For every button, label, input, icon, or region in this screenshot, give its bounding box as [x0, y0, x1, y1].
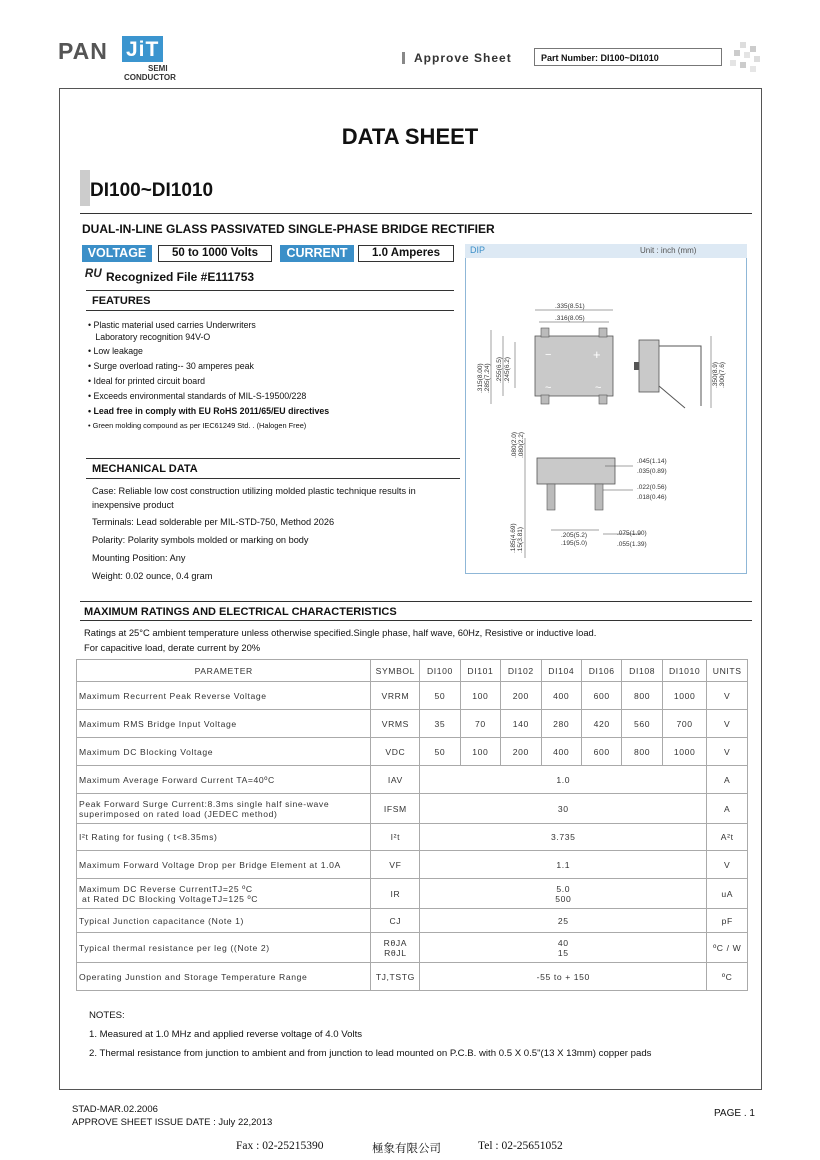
- dim-label: .350(8.9): [712, 361, 719, 388]
- mechanical-item: Polarity: Polarity symbols molded or marking on body: [92, 535, 309, 545]
- table-header: SYMBOL: [371, 660, 420, 682]
- current-label: CURRENT: [280, 245, 354, 262]
- issue-date: APPROVE SHEET ISSUE DATE : July 22,2013: [72, 1117, 273, 1128]
- feature-item: • Ideal for printed circuit board: [88, 376, 206, 386]
- table-cell: ºC / W: [707, 933, 748, 963]
- table-cell: Maximum Forward Voltage Drop per Bridge Element at 1.0A: [77, 851, 371, 879]
- divider: [86, 478, 460, 479]
- current-value: 1.0 Amperes: [358, 245, 454, 262]
- table-cell: TJ,TSTG: [371, 963, 420, 991]
- feature-item: • Lead free in comply with EU RoHS 2011/65/EU directives: [88, 406, 330, 416]
- ratings-note: For capacitive load, derate current by 20%: [84, 642, 261, 653]
- table-cell: V: [707, 738, 748, 766]
- value-line: 15: [557, 947, 569, 958]
- table-cell: 70: [460, 710, 500, 738]
- table-cell: 50: [420, 682, 460, 710]
- table-cell: V: [707, 710, 748, 738]
- unit-label: Unit : inch (mm): [640, 246, 697, 255]
- table-cell: ºC: [707, 963, 748, 991]
- table-cell: VF: [371, 851, 420, 879]
- ac-mark: ~: [595, 382, 602, 394]
- dim-label: .195(5.0): [561, 540, 588, 547]
- table-header: DI100: [420, 660, 460, 682]
- feature-item: • Low leakage: [88, 346, 143, 356]
- table-row: [77, 963, 748, 991]
- table-cell: 1000: [662, 738, 707, 766]
- divider: [80, 601, 752, 602]
- table-cell: [77, 879, 371, 909]
- checker-decoration-icon: [730, 42, 760, 74]
- table-cell: VRMS: [371, 710, 420, 738]
- table-header-row: [77, 660, 748, 682]
- table-row: [77, 824, 748, 851]
- divider: [80, 620, 752, 621]
- param-line: superimposed on rated load (JEDEC method): [79, 808, 278, 819]
- plus-mark: +: [593, 347, 601, 362]
- table-cell: 50: [420, 738, 460, 766]
- tel-number: Tel : 02-25651052: [478, 1140, 563, 1152]
- table-cell: VDC: [371, 738, 420, 766]
- table-cell: 400: [541, 682, 581, 710]
- table-cell: 800: [622, 682, 662, 710]
- table-header: DI106: [581, 660, 621, 682]
- table-row: [77, 738, 748, 766]
- dim-label: .335(8.51): [555, 303, 585, 310]
- table-cell: 3.735: [420, 824, 707, 851]
- table-cell: 800: [622, 738, 662, 766]
- dim-label: .080(2.2): [518, 431, 525, 458]
- table-cell: 200: [501, 738, 541, 766]
- part-title: DI100~DI1010: [90, 180, 214, 201]
- logo-jit-text: JiT: [122, 36, 163, 62]
- feature-item: • Surge overload rating-- 30 amperes peak: [88, 361, 254, 371]
- feature-item: • Green molding compound as per IEC61249 Std. . (Halogen Free): [88, 421, 307, 430]
- table-header: DI101: [460, 660, 500, 682]
- table-header: UNITS: [707, 660, 748, 682]
- mechanical-item: inexpensive product: [92, 500, 174, 510]
- param-line: at Rated DC Blocking VoltageTJ=125 ºC: [79, 893, 259, 904]
- dim-label: .035(0.89): [637, 468, 667, 475]
- dim-label: .080(2.0): [511, 431, 518, 458]
- logo-pan-text: PAN: [58, 38, 108, 64]
- table-cell: Maximum Recurrent Peak Reverse Voltage: [77, 682, 371, 710]
- table-cell: -55 to + 150: [420, 963, 707, 991]
- divider: [86, 310, 454, 311]
- notes-title: NOTES:: [89, 1010, 125, 1021]
- dim-label: .185(4.69): [510, 523, 517, 553]
- recognized-file: Recognized File #E111753: [106, 270, 255, 284]
- voltage-value: 50 to 1000 Volts: [158, 245, 272, 262]
- dim-label: .315(8.00): [477, 363, 484, 393]
- part-number-box: Part Number: DI100~DI1010: [534, 48, 722, 66]
- divider: [86, 458, 460, 459]
- divider: [80, 213, 752, 214]
- logo-conductor-text: CONDUCTOR: [124, 73, 176, 82]
- table-cell: IR: [371, 879, 420, 909]
- product-subtitle: DUAL-IN-LINE GLASS PASSIVATED SINGLE-PHASE BRIDGE RECTIFIER: [82, 222, 495, 236]
- table-cell: Maximum Average Forward Current TA=40ºC: [77, 766, 371, 794]
- dim-label: .255(6.5): [496, 356, 503, 383]
- table-row: [77, 879, 748, 909]
- table-cell: 30: [420, 794, 707, 824]
- max-ratings-title: MAXIMUM RATINGS AND ELECTRICAL CHARACTERISTICS: [84, 606, 397, 618]
- table-cell: I²t Rating for fusing ( t<8.35ms): [77, 824, 371, 851]
- value-line: 5.0: [556, 883, 571, 894]
- table-cell: pF: [707, 909, 748, 933]
- table-row: [77, 851, 748, 879]
- table-cell: [420, 879, 707, 909]
- dip-drawing: [465, 258, 747, 574]
- table-row: [77, 766, 748, 794]
- table-cell: V: [707, 682, 748, 710]
- value-line: 40: [557, 937, 569, 948]
- table-cell: 280: [541, 710, 581, 738]
- dim-label: .300(7.6): [719, 361, 726, 388]
- dim-label: .018(0.46): [637, 494, 667, 501]
- feature-item: • Plastic material used carries Underwriters: [88, 320, 256, 330]
- table-header: DI104: [541, 660, 581, 682]
- table-cell: 560: [622, 710, 662, 738]
- table-cell: 400: [541, 738, 581, 766]
- table-header: DI1010: [662, 660, 707, 682]
- table-header: DI102: [501, 660, 541, 682]
- table-cell: uA: [707, 879, 748, 909]
- table-cell: Maximum RMS Bridge Input Voltage: [77, 710, 371, 738]
- dim-label: .316(8.05): [555, 315, 585, 322]
- voltage-label: VOLTAGE: [82, 245, 152, 262]
- table-cell: [77, 794, 371, 824]
- dip-header-bar: [465, 244, 747, 258]
- feature-item: Laboratory recognition 94V-O: [88, 332, 211, 342]
- dim-label: .205(5.2): [561, 532, 588, 539]
- table-cell: I²t: [371, 824, 420, 851]
- table-row: [77, 933, 748, 963]
- table-cell: 200: [501, 682, 541, 710]
- table-cell: 1000: [662, 682, 707, 710]
- mechanical-item: Mounting Position: Any: [92, 553, 186, 563]
- table-cell: 600: [581, 682, 621, 710]
- table-row: [77, 710, 748, 738]
- dim-label: .022(0.56): [637, 484, 667, 491]
- ratings-note: Ratings at 25°C ambient temperature unless otherwise specified.Single phase, half wave, 60Hz, Resistive or inductive load.: [84, 627, 597, 638]
- document-title: DATA SHEET: [341, 124, 479, 149]
- features-title: FEATURES: [92, 295, 151, 307]
- table-cell: IAV: [371, 766, 420, 794]
- table-cell: CJ: [371, 909, 420, 933]
- table-cell: 35: [420, 710, 460, 738]
- table-cell: Maximum DC Blocking Voltage: [77, 738, 371, 766]
- table-row: [77, 794, 748, 824]
- approve-bar-icon: [402, 52, 405, 64]
- symbol-line: RθJL: [384, 947, 407, 958]
- company-name: 極象有限公司: [372, 1143, 441, 1155]
- stad-code: STAD-MAR.02.2006: [72, 1104, 158, 1115]
- dim-label: .285(7.24): [484, 363, 491, 393]
- table-header: PARAMETER: [77, 660, 371, 682]
- table-cell: 600: [581, 738, 621, 766]
- minus-mark: −: [545, 349, 552, 361]
- table-cell: 1.0: [420, 766, 707, 794]
- value-line: 500: [555, 893, 572, 904]
- table-cell: [420, 933, 707, 963]
- dim-label: .075(1.90): [617, 530, 647, 537]
- table-cell: 140: [501, 710, 541, 738]
- note-item: 2. Thermal resistance from junction to ambient and from junction to lead mounted on P.C.B. with 0.5 X 0.5"(13 X 13mm) copper pads: [89, 1048, 652, 1059]
- ac-mark: ~: [545, 382, 552, 394]
- table-cell: 420: [581, 710, 621, 738]
- table-header: DI108: [622, 660, 662, 682]
- note-item: 1. Measured at 1.0 MHz and applied reverse voltage of 4.0 Volts: [89, 1029, 363, 1040]
- page-number: PAGE . 1: [714, 1108, 755, 1119]
- table-cell: 25: [420, 909, 707, 933]
- mechanical-item: Terminals: Lead solderable per MIL-STD-750, Method 2026: [92, 517, 335, 527]
- table-cell: 700: [662, 710, 707, 738]
- table-cell: 100: [460, 738, 500, 766]
- dim-label: .15(3.81): [517, 526, 524, 553]
- table-cell: V: [707, 851, 748, 879]
- table-cell: 100: [460, 682, 500, 710]
- table-cell: 1.1: [420, 851, 707, 879]
- mechanical-item: Weight: 0.02 ounce, 0.4 gram: [92, 571, 213, 581]
- table-cell: VRRM: [371, 682, 420, 710]
- ratings-table: [76, 659, 748, 991]
- mechanical-item: Case: Reliable low cost construction utilizing molded plastic technique results in: [92, 486, 416, 496]
- table-cell: A: [707, 794, 748, 824]
- table-cell: Typical thermal resistance per leg ((Note 2): [77, 933, 371, 963]
- dip-label: DIP: [470, 245, 486, 255]
- fax-number: Fax : 02-25215390: [236, 1140, 324, 1152]
- table-cell: IFSM: [371, 794, 420, 824]
- part-title-tab: [80, 170, 90, 206]
- table-cell: A²t: [707, 824, 748, 851]
- logo-semi-text: SEMI: [148, 64, 168, 73]
- approve-sheet-label: Approve Sheet: [414, 51, 512, 65]
- table-row: [77, 909, 748, 933]
- param-line: Maximum DC Reverse CurrentTJ=25 ºC: [79, 883, 253, 894]
- divider: [86, 290, 454, 291]
- dim-label: .045(1.14): [637, 458, 667, 465]
- table-cell: Typical Junction capacitance (Note 1): [77, 909, 371, 933]
- table-cell: Operating Junstion and Storage Temperature Range: [77, 963, 371, 991]
- param-line: Peak Forward Surge Current:8.3ms single half sine-wave: [79, 798, 330, 809]
- table-row: [77, 682, 748, 710]
- feature-item: • Exceeds environmental standards of MIL-S-19500/228: [88, 391, 307, 401]
- dim-label: .055(1.39): [617, 541, 647, 548]
- table-cell: [371, 933, 420, 963]
- symbol-line: RθJA: [383, 937, 408, 948]
- ul-logo-icon: ᴿᵁ: [84, 266, 102, 285]
- dim-label: .245(6.2): [504, 356, 511, 383]
- mechanical-title: MECHANICAL DATA: [92, 463, 198, 475]
- table-cell: A: [707, 766, 748, 794]
